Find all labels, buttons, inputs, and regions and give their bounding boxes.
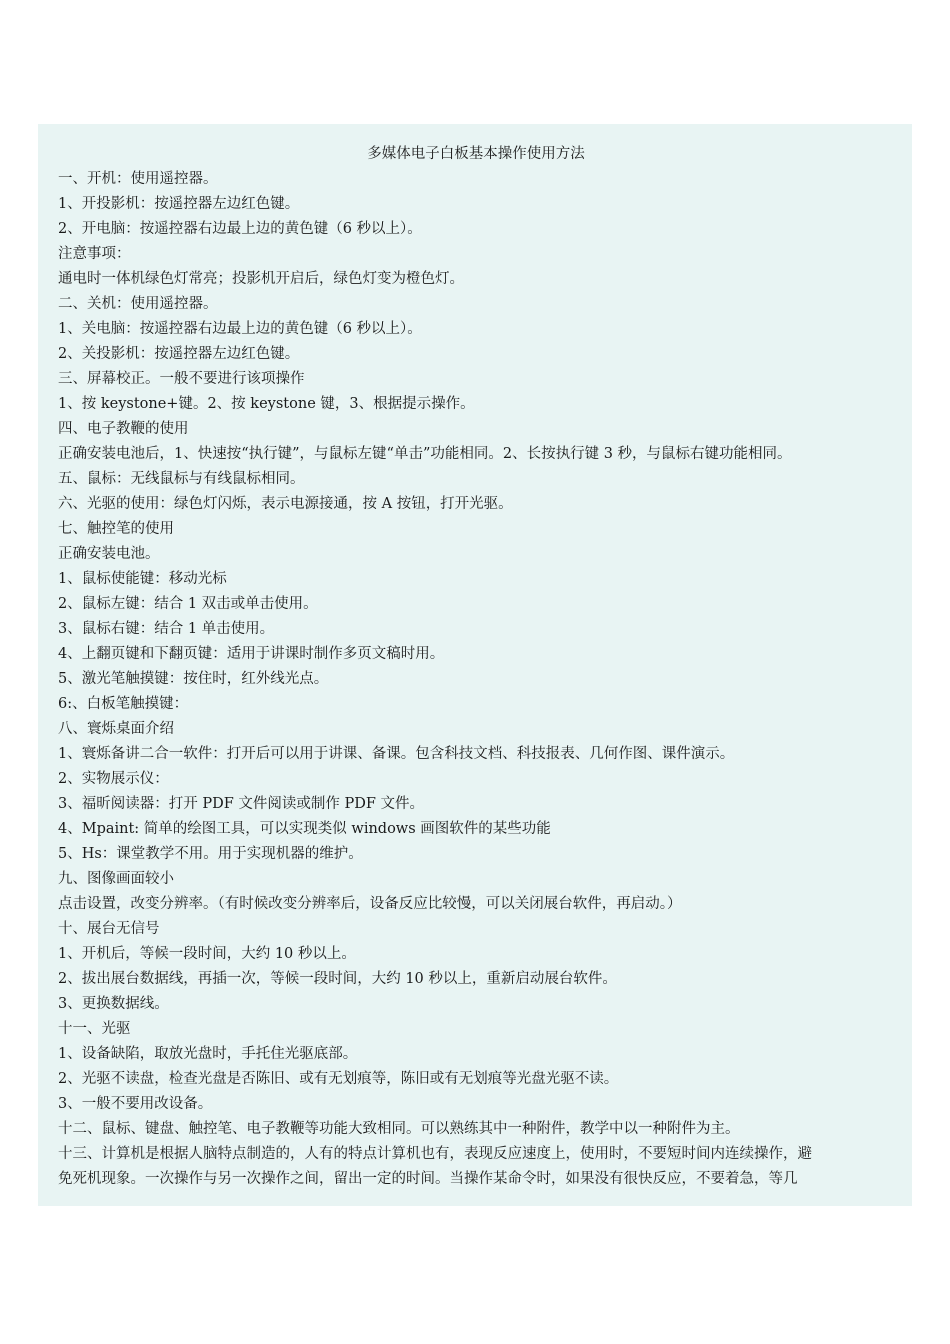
text-line: 三、屏幕校正。一般不要进行该项操作 bbox=[58, 371, 305, 387]
text-line: 十三、计算机是根据人脑特点制造的，人有的特点计算机也有，表现反应速度上，使用时，不要短时间内连续操作，避 bbox=[58, 1146, 812, 1162]
text-line: 6:、白板笔触摸键： bbox=[58, 696, 189, 712]
text-line: 2、光驱不读盘，检查光盘是否陈旧、或有无划痕等，陈旧或有无划痕等光盘光驱不读。 bbox=[58, 1071, 619, 1087]
text-line: 六、光驱的使用：绿色灯闪烁，表示电源接通，按 A 按钮，打开光驱。 bbox=[58, 496, 513, 512]
text-line: 1、鼠标使能键：移动光标 bbox=[58, 571, 227, 587]
text-line: 1、关电脑：按遥控器右边最上边的黄色键（6 秒以上）。 bbox=[58, 321, 422, 337]
text-line: 5、Hs：课堂教学不用。用于实现机器的维护。 bbox=[58, 846, 363, 862]
text-line: 4、Mpaint: 简单的绘图工具，可以实现类似 windows 画图软件的某些功能 bbox=[58, 821, 551, 837]
text-line: 通电时一体机绿色灯常亮；投影机开启后，绿色灯变为橙色灯。 bbox=[58, 271, 464, 287]
text-line: 1、按 keystone+键。2、按 keystone 键，3、根据提示操作。 bbox=[58, 396, 475, 412]
text-line: 注意事项： bbox=[58, 246, 131, 262]
text-line: 2、关投影机：按遥控器左边红色键。 bbox=[58, 346, 300, 362]
document-title: 多媒体电子白板基本操作使用方法 bbox=[367, 146, 585, 162]
text-line: 二、关机：使用遥控器。 bbox=[58, 296, 218, 312]
text-line: 一、开机：使用遥控器。 bbox=[58, 171, 218, 187]
text-line: 2、鼠标左键：结合 1 双击或单击使用。 bbox=[58, 596, 318, 612]
document-body bbox=[58, 167, 894, 1192]
text-line: 1、开机后，等候一段时间，大约 10 秒以上。 bbox=[58, 946, 356, 962]
text-line: 八、寰烁桌面介绍 bbox=[58, 721, 174, 737]
text-line: 2、开电脑：按遥控器右边最上边的黄色键（6 秒以上）。 bbox=[58, 221, 422, 237]
text-line: 3、福昕阅读器：打开 PDF 文件阅读或制作 PDF 文件。 bbox=[58, 796, 425, 812]
text-line: 十二、鼠标、键盘、触控笔、电子教鞭等功能大致相同。可以熟练其中一种附件，教学中以一种附件为主。 bbox=[58, 1121, 740, 1137]
text-line: 3、鼠标右键：结合 1 单击使用。 bbox=[58, 621, 275, 637]
text-line: 正确安装电池。 bbox=[58, 546, 160, 562]
text-line: 1、设备缺陷，取放光盘时，手托住光驱底部。 bbox=[58, 1046, 358, 1062]
text-line: 2、拔出展台数据线，再插一次，等候一段时间，大约 10 秒以上，重新启动展台软件。 bbox=[58, 971, 617, 987]
text-line: 七、触控笔的使用 bbox=[58, 521, 174, 537]
text-line: 2、实物展示仪： bbox=[58, 771, 169, 787]
text-line: 4、上翻页键和下翻页键：适用于讲课时制作多页文稿时用。 bbox=[58, 646, 445, 662]
text-line: 1、开投影机：按遥控器左边红色键。 bbox=[58, 196, 300, 212]
text-line: 四、电子教鞭的使用 bbox=[58, 421, 189, 437]
text-line: 十一、光驱 bbox=[58, 1021, 131, 1037]
text-line: 5、激光笔触摸键：按住时，红外线光点。 bbox=[58, 671, 329, 687]
text-line: 点击设置，改变分辨率。（有时候改变分辨率后，设备反应比较慢，可以关闭展台软件，再启动。） bbox=[58, 896, 682, 912]
text-line: 九、图像画面较小 bbox=[58, 871, 174, 887]
document-panel bbox=[38, 124, 912, 1206]
text-line: 3、更换数据线。 bbox=[58, 996, 169, 1012]
text-line: 1、寰烁备讲二合一软件：打开后可以用于讲课、备课。包含科技文档、科技报表、几何作图、课件演示。 bbox=[58, 746, 735, 762]
text-line: 正确安装电池后，1、快速按“执行键”，与鼠标左键“单击”功能相同。2、长按执行键 3 秒，与鼠标右键功能相同。 bbox=[58, 446, 792, 462]
text-line: 十、展台无信号 bbox=[58, 921, 160, 937]
text-line: 3、一般不要用改设备。 bbox=[58, 1096, 213, 1112]
text-line: 免死机现象。一次操作与另一次操作之间，留出一定的时间。当操作某命令时，如果没有很快反应，不要着急，等几 bbox=[58, 1171, 798, 1187]
text-line: 五、鼠标：无线鼠标与有线鼠标相同。 bbox=[58, 471, 305, 487]
